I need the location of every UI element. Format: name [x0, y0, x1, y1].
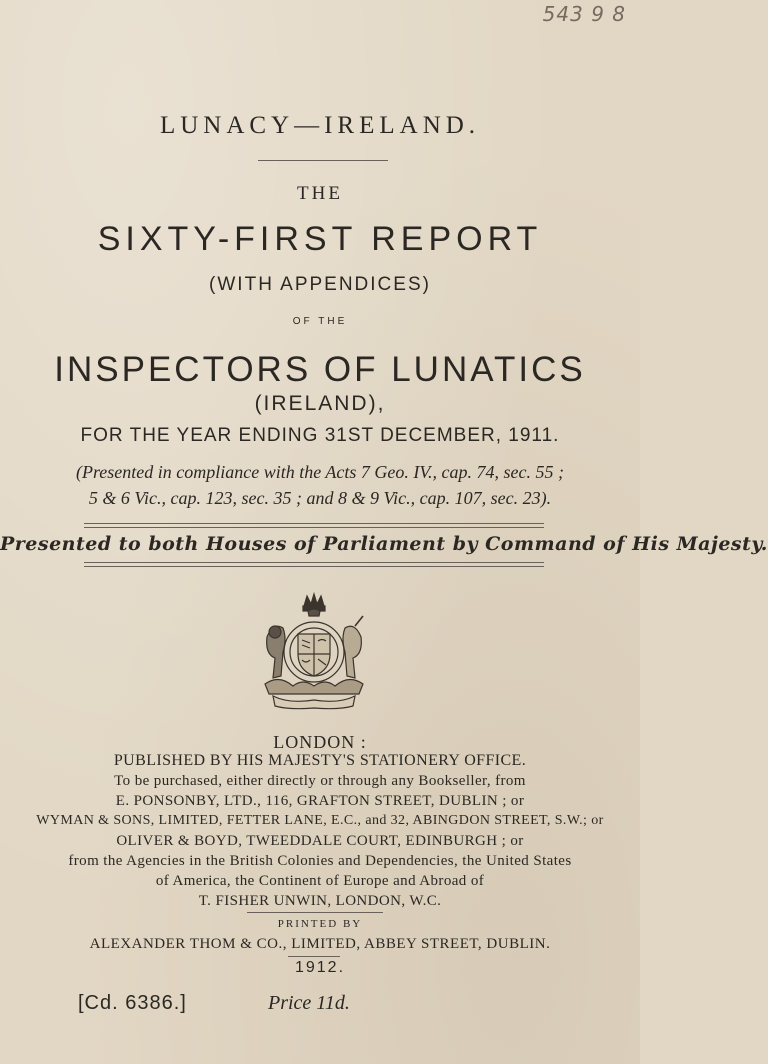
publisher-line: WYMAN & SONS, LIMITED, FETTER LANE, E.C., and 32, ABINGDON STREET, S.W.; or — [36, 813, 604, 828]
publisher-line: To be purchased, either directly or through any Bookseller, from — [114, 773, 526, 789]
inspectors-heading: INSPECTORS OF LUNATICS — [54, 350, 586, 389]
appendices-note: (WITH APPENDICES) — [209, 274, 431, 295]
divider — [258, 160, 388, 161]
title-article: THE — [297, 183, 343, 204]
london-heading: LONDON : — [273, 732, 367, 752]
double-rule-bottom — [84, 562, 544, 567]
divider — [288, 956, 340, 957]
double-rule-top — [84, 523, 544, 528]
publisher-line: OLIVER & BOYD, TWEEDDALE COURT, EDINBURGH ; or — [116, 833, 524, 849]
publication-year: 1912. — [294, 959, 346, 976]
of-the-text: OF THE — [292, 316, 348, 327]
price: Price 11d. — [268, 992, 350, 1014]
report-title: SIXTY-FIRST REPORT — [97, 220, 543, 258]
publisher-line: T. FISHER UNWIN, LONDON, W.C. — [198, 893, 442, 909]
presented-line: Presented to both Houses of Parliament by Command of His Majesty. — [0, 533, 768, 555]
publisher-line: E. PONSONBY, LTD., 116, GRAFTON STREET, DUBLIN ; or — [115, 793, 525, 809]
royal-arms-icon — [259, 592, 369, 710]
acts-line-1: (Presented in compliance with the Acts 7 Geo. IV., cap. 74, sec. 55 ; — [75, 462, 565, 482]
divider — [247, 912, 383, 913]
publisher-line: of America, the Continent of Europe and Abroad of — [155, 873, 485, 889]
acts-line-2: 5 & 6 Vic., cap. 123, sec. 35 ; and 8 & 9 Vic., cap. 107, sec. 23). — [88, 488, 552, 508]
archive-stamp: 543 9 8 — [542, 2, 626, 26]
publisher-line: from the Agencies in the British Colonies and Dependencies, the United States — [68, 853, 572, 869]
year-line: FOR THE YEAR ENDING 31ST DECEMBER, 1911. — [80, 425, 560, 446]
printer-line: ALEXANDER THOM & CO., LIMITED, ABBEY STREET, DUBLIN. — [89, 936, 551, 952]
ireland-heading: (IRELAND), — [254, 392, 386, 415]
printed-by-label: PRINTED BY — [277, 918, 363, 930]
series-title: LUNACY—IRELAND. — [159, 112, 481, 139]
command-number: [Cd. 6386.] — [78, 992, 187, 1014]
publisher-line: PUBLISHED BY HIS MAJESTY'S STATIONERY OFFICE. — [113, 752, 527, 769]
